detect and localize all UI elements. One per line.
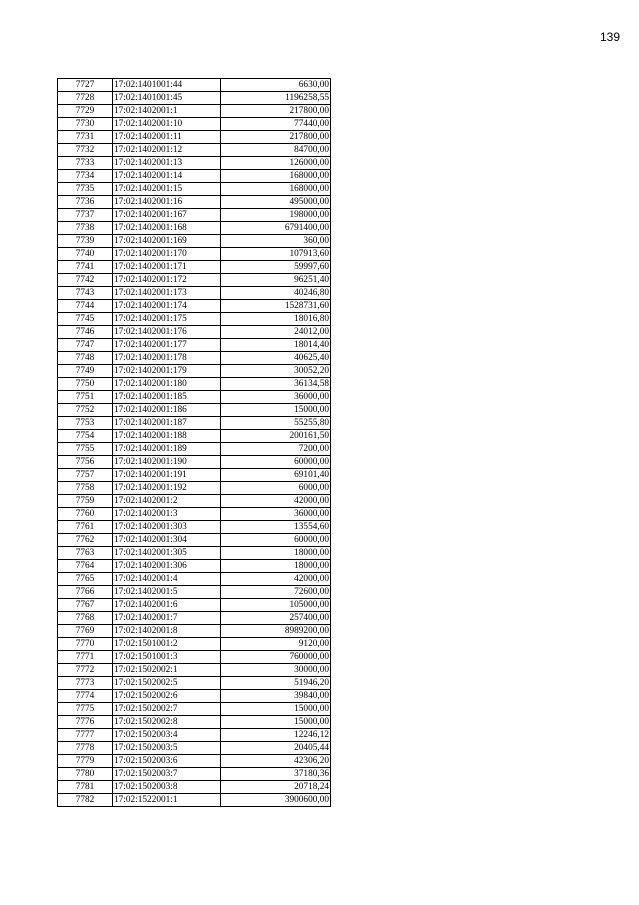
- row-number: 7748: [58, 352, 113, 365]
- row-number: 7758: [58, 482, 113, 495]
- cadastral-number: 17:02:1402001:171: [113, 261, 221, 274]
- table-row: [58, 560, 331, 573]
- cadastral-number: 17:02:1402001:178: [113, 352, 221, 365]
- cadastral-value: 217800,00: [221, 131, 331, 144]
- table-row: [58, 469, 331, 482]
- cadastral-number: 17:02:1502002:5: [113, 677, 221, 690]
- row-number: 7730: [58, 118, 113, 131]
- cadastral-number: 17:02:1402001:2: [113, 495, 221, 508]
- table-row: [58, 313, 331, 326]
- cadastral-number: 17:02:1402001:7: [113, 612, 221, 625]
- cadastral-number: 17:02:1522001:1: [113, 794, 221, 807]
- table-row: [58, 625, 331, 638]
- row-number: 7756: [58, 456, 113, 469]
- row-number: 7731: [58, 131, 113, 144]
- cadastral-value: 6000,00: [221, 482, 331, 495]
- table-row: [58, 781, 331, 794]
- cadastral-number: 17:02:1502002:1: [113, 664, 221, 677]
- cadastral-value: 257400,00: [221, 612, 331, 625]
- cadastral-value: 8989200,00: [221, 625, 331, 638]
- cadastral-number: 17:02:1402001:187: [113, 417, 221, 430]
- cadastral-value: 217800,00: [221, 105, 331, 118]
- row-number: 7766: [58, 586, 113, 599]
- cadastral-number: 17:02:1402001:175: [113, 313, 221, 326]
- table-row: [58, 183, 331, 196]
- cadastral-number: 17:02:1402001:303: [113, 521, 221, 534]
- table-row: [58, 261, 331, 274]
- cadastral-number: 17:02:1402001:305: [113, 547, 221, 560]
- row-number: 7754: [58, 430, 113, 443]
- cadastral-value: 168000,00: [221, 170, 331, 183]
- cadastral-value: 30052,20: [221, 365, 331, 378]
- cadastral-value: 15000,00: [221, 404, 331, 417]
- row-number: 7729: [58, 105, 113, 118]
- cadastral-number: 17:02:1502003:4: [113, 729, 221, 742]
- cadastral-number: 17:02:1402001:174: [113, 300, 221, 313]
- cadastral-value: 105000,00: [221, 599, 331, 612]
- cadastral-value: 51946,20: [221, 677, 331, 690]
- row-number: 7772: [58, 664, 113, 677]
- cadastral-number: 17:02:1502003:6: [113, 755, 221, 768]
- row-number: 7757: [58, 469, 113, 482]
- cadastral-value: 84700,00: [221, 144, 331, 157]
- cadastral-number: 17:02:1501001:2: [113, 638, 221, 651]
- table-row: [58, 703, 331, 716]
- cadastral-value: 37180,36: [221, 768, 331, 781]
- cadastral-value: 59997,60: [221, 261, 331, 274]
- cadastral-value: 24012,00: [221, 326, 331, 339]
- row-number: 7774: [58, 690, 113, 703]
- cadastral-number: 17:02:1402001:4: [113, 573, 221, 586]
- table-row: [58, 170, 331, 183]
- table-row: [58, 573, 331, 586]
- cadastral-value: 20405,44: [221, 742, 331, 755]
- row-number: 7760: [58, 508, 113, 521]
- cadastral-value: 60000,00: [221, 534, 331, 547]
- cadastral-value: 72600,00: [221, 586, 331, 599]
- cadastral-number: 17:02:1402001:1: [113, 105, 221, 118]
- row-number: 7751: [58, 391, 113, 404]
- cadastral-number: 17:02:1402001:6: [113, 599, 221, 612]
- cadastral-number: 17:02:1402001:170: [113, 248, 221, 261]
- cadastral-value: 360,00: [221, 235, 331, 248]
- cadastral-value: 168000,00: [221, 183, 331, 196]
- row-number: 7778: [58, 742, 113, 755]
- cadastral-number: 17:02:1402001:8: [113, 625, 221, 638]
- cadastral-number: 17:02:1402001:176: [113, 326, 221, 339]
- table-row: [58, 716, 331, 729]
- table-row: [58, 209, 331, 222]
- cadastral-value: 40625,40: [221, 352, 331, 365]
- cadastral-value: 198000,00: [221, 209, 331, 222]
- table-row: [58, 456, 331, 469]
- cadastral-value: 1528731,60: [221, 300, 331, 313]
- row-number: 7781: [58, 781, 113, 794]
- cadastral-value: 18000,00: [221, 547, 331, 560]
- row-number: 7747: [58, 339, 113, 352]
- table-row: [58, 144, 331, 157]
- cadastral-value: 6791400,00: [221, 222, 331, 235]
- table-row: [58, 157, 331, 170]
- row-number: 7755: [58, 443, 113, 456]
- row-number: 7753: [58, 417, 113, 430]
- row-number: 7767: [58, 599, 113, 612]
- cadastral-value: 200161,50: [221, 430, 331, 443]
- table-row: [58, 586, 331, 599]
- row-number: 7779: [58, 755, 113, 768]
- row-number: 7765: [58, 573, 113, 586]
- table-row: [58, 599, 331, 612]
- cadastral-number: 17:02:1402001:168: [113, 222, 221, 235]
- cadastral-number: 17:02:1402001:185: [113, 391, 221, 404]
- cadastral-value: 18000,00: [221, 560, 331, 573]
- cadastral-number: 17:02:1402001:11: [113, 131, 221, 144]
- cadastral-value: 15000,00: [221, 703, 331, 716]
- cadastral-value: 15000,00: [221, 716, 331, 729]
- cadastral-number: 17:02:1502002:6: [113, 690, 221, 703]
- cadastral-number: 17:02:1502003:8: [113, 781, 221, 794]
- row-number: 7752: [58, 404, 113, 417]
- cadastral-value: 30000,00: [221, 664, 331, 677]
- table-row: [58, 417, 331, 430]
- table-row: [58, 794, 331, 807]
- table-row: [58, 430, 331, 443]
- table-row: [58, 131, 331, 144]
- cadastral-value: 9120,00: [221, 638, 331, 651]
- cadastral-value: 126000,00: [221, 157, 331, 170]
- table-row: [58, 612, 331, 625]
- cadastral-value: 96251,40: [221, 274, 331, 287]
- row-number: 7744: [58, 300, 113, 313]
- row-number: 7741: [58, 261, 113, 274]
- row-number: 7739: [58, 235, 113, 248]
- table-row: [58, 378, 331, 391]
- row-number: 7770: [58, 638, 113, 651]
- row-number: 7735: [58, 183, 113, 196]
- cadastral-value: 60000,00: [221, 456, 331, 469]
- cadastral-number: 17:02:1402001:188: [113, 430, 221, 443]
- row-number: 7780: [58, 768, 113, 781]
- table-row: [58, 677, 331, 690]
- row-number: 7740: [58, 248, 113, 261]
- row-number: 7727: [58, 79, 113, 92]
- cadastral-value: 36000,00: [221, 391, 331, 404]
- cadastral-number: 17:02:1402001:191: [113, 469, 221, 482]
- cadastral-number: 17:02:1502003:7: [113, 768, 221, 781]
- row-number: 7745: [58, 313, 113, 326]
- cadastral-value: 40246,80: [221, 287, 331, 300]
- cadastral-value: 36134,58: [221, 378, 331, 391]
- row-number: 7764: [58, 560, 113, 573]
- cadastral-value: 36000,00: [221, 508, 331, 521]
- cadastral-number: 17:02:1402001:16: [113, 196, 221, 209]
- table-row: [58, 339, 331, 352]
- table-row: [58, 365, 331, 378]
- cadastral-value: 495000,00: [221, 196, 331, 209]
- row-number: 7782: [58, 794, 113, 807]
- row-number: 7728: [58, 92, 113, 105]
- row-number: 7749: [58, 365, 113, 378]
- table-row: [58, 534, 331, 547]
- cadastral-number: 17:02:1402001:172: [113, 274, 221, 287]
- cadastral-value: 18014,40: [221, 339, 331, 352]
- cadastral-value: 12246,12: [221, 729, 331, 742]
- table-row: [58, 196, 331, 209]
- row-number: 7761: [58, 521, 113, 534]
- cadastral-value: 42000,00: [221, 573, 331, 586]
- cadastral-number: 17:02:1402001:179: [113, 365, 221, 378]
- table-row: [58, 235, 331, 248]
- table-row: [58, 92, 331, 105]
- table-row: [58, 352, 331, 365]
- cadastral-number: 17:02:1402001:173: [113, 287, 221, 300]
- cadastral-value: 18016,80: [221, 313, 331, 326]
- table-row: [58, 742, 331, 755]
- cadastral-value: 1196258,55: [221, 92, 331, 105]
- table-row: [58, 443, 331, 456]
- cadastral-number: 17:02:1401001:44: [113, 79, 221, 92]
- cadastral-number: 17:02:1402001:304: [113, 534, 221, 547]
- table-row: [58, 638, 331, 651]
- table-row: [58, 274, 331, 287]
- row-number: 7768: [58, 612, 113, 625]
- row-number: 7738: [58, 222, 113, 235]
- cadastral-value: 7200,00: [221, 443, 331, 456]
- cadastral-number: 17:02:1402001:169: [113, 235, 221, 248]
- table-row: [58, 391, 331, 404]
- row-number: 7769: [58, 625, 113, 638]
- cadastral-number: 17:02:1402001:10: [113, 118, 221, 131]
- table-row: [58, 768, 331, 781]
- table-row: [58, 404, 331, 417]
- table-row: [58, 755, 331, 768]
- table-row: [58, 118, 331, 131]
- table-row: [58, 521, 331, 534]
- page-number: 139: [599, 30, 620, 44]
- cadastral-value-table: [57, 78, 331, 807]
- row-number: 7773: [58, 677, 113, 690]
- cadastral-number: 17:02:1402001:3: [113, 508, 221, 521]
- row-number: 7746: [58, 326, 113, 339]
- cadastral-value: 77440,00: [221, 118, 331, 131]
- cadastral-value: 55255,80: [221, 417, 331, 430]
- row-number: 7771: [58, 651, 113, 664]
- cadastral-number: 17:02:1502002:7: [113, 703, 221, 716]
- table-row: [58, 690, 331, 703]
- cadastral-number: 17:02:1402001:306: [113, 560, 221, 573]
- row-number: 7734: [58, 170, 113, 183]
- cadastral-value: 42000,00: [221, 495, 331, 508]
- row-number: 7733: [58, 157, 113, 170]
- cadastral-value: 69101,40: [221, 469, 331, 482]
- row-number: 7759: [58, 495, 113, 508]
- table-row: [58, 222, 331, 235]
- table-row: [58, 326, 331, 339]
- row-number: 7743: [58, 287, 113, 300]
- row-number: 7776: [58, 716, 113, 729]
- row-number: 7750: [58, 378, 113, 391]
- table-row: [58, 547, 331, 560]
- table-row: [58, 651, 331, 664]
- cadastral-value: 107913,60: [221, 248, 331, 261]
- cadastral-number: 17:02:1501001:3: [113, 651, 221, 664]
- cadastral-number: 17:02:1402001:167: [113, 209, 221, 222]
- table-body: [58, 79, 331, 807]
- cadastral-number: 17:02:1502003:5: [113, 742, 221, 755]
- cadastral-value: 6630,00: [221, 79, 331, 92]
- row-number: 7732: [58, 144, 113, 157]
- table-row: [58, 105, 331, 118]
- table-row: [58, 287, 331, 300]
- table-row: [58, 300, 331, 313]
- table-row: [58, 508, 331, 521]
- cadastral-number: 17:02:1402001:12: [113, 144, 221, 157]
- cadastral-number: 17:02:1402001:14: [113, 170, 221, 183]
- row-number: 7737: [58, 209, 113, 222]
- cadastral-number: 17:02:1402001:180: [113, 378, 221, 391]
- table-row: [58, 495, 331, 508]
- table-row: [58, 729, 331, 742]
- cadastral-value: 39840,00: [221, 690, 331, 703]
- cadastral-value: 760000,00: [221, 651, 331, 664]
- cadastral-number: 17:02:1402001:177: [113, 339, 221, 352]
- cadastral-value: 20718,24: [221, 781, 331, 794]
- cadastral-value: 13554,60: [221, 521, 331, 534]
- cadastral-number: 17:02:1402001:186: [113, 404, 221, 417]
- row-number: 7775: [58, 703, 113, 716]
- cadastral-number: 17:02:1402001:192: [113, 482, 221, 495]
- cadastral-number: 17:02:1402001:190: [113, 456, 221, 469]
- cadastral-value: 42306,20: [221, 755, 331, 768]
- row-number: 7742: [58, 274, 113, 287]
- row-number: 7762: [58, 534, 113, 547]
- row-number: 7763: [58, 547, 113, 560]
- cadastral-number: 17:02:1502002:8: [113, 716, 221, 729]
- cadastral-number: 17:02:1402001:5: [113, 586, 221, 599]
- cadastral-value: 3900600,00: [221, 794, 331, 807]
- table-row: [58, 482, 331, 495]
- cadastral-number: 17:02:1402001:189: [113, 443, 221, 456]
- table-row: [58, 79, 331, 92]
- row-number: 7736: [58, 196, 113, 209]
- table-row: [58, 248, 331, 261]
- table-row: [58, 664, 331, 677]
- cadastral-number: 17:02:1402001:15: [113, 183, 221, 196]
- cadastral-number: 17:02:1401001:45: [113, 92, 221, 105]
- row-number: 7777: [58, 729, 113, 742]
- cadastral-number: 17:02:1402001:13: [113, 157, 221, 170]
